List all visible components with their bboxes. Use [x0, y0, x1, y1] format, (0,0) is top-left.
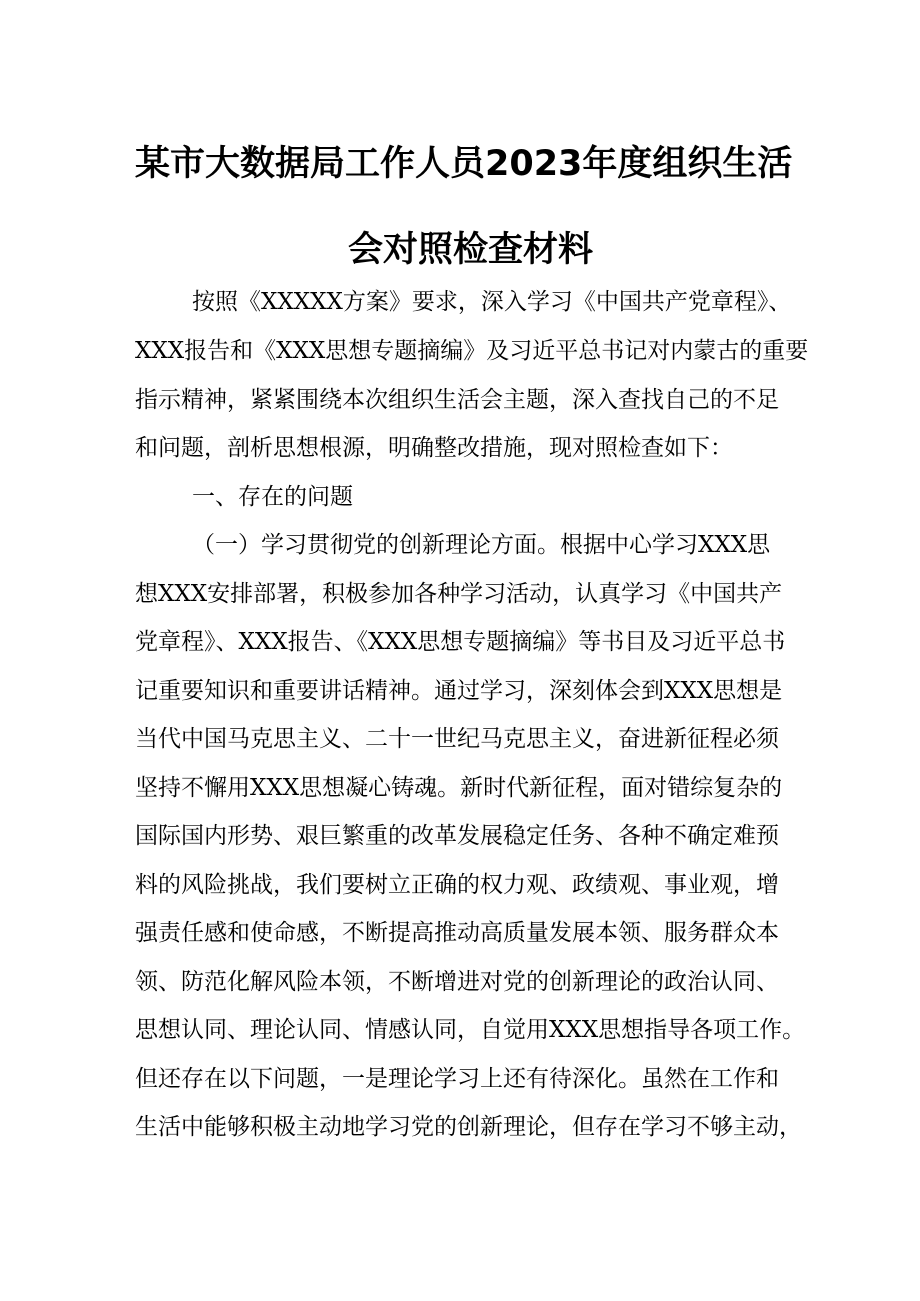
paragraph-line: 想XXX安排部署，积极参加各种学习活动，认真学习《中国共产 [135, 581, 783, 607]
paragraph-line: 指示精神，紧紧围绕本次组织生活会主题，深入查找自己的不足 [135, 387, 779, 413]
document-title-line-1: 某市大数据局工作人员2023年度组织生活 [135, 144, 793, 184]
document-title-line-2: 会对照检查材料 [348, 230, 594, 270]
paragraph-line: XXX报告和《XXX思想专题摘编》及习近平总书记对内蒙古的重要 [135, 338, 809, 364]
paragraph-line: 党章程》、XXX报告、《XXX思想专题摘编》等书目及习近平总书 [135, 629, 786, 655]
paragraph-line: 记重要知识和重要讲话精神。通过学习，深刻体会到XXX思想是 [135, 678, 783, 704]
section-heading: 一、存在的问题 [192, 484, 353, 510]
paragraph-line: 思想认同、理论认同、情感认同，自觉用XXX思想指导各项工作。 [135, 1017, 806, 1043]
paragraph-line: 但还存在以下问题，一是理论学习上还有待深化。虽然在工作和 [135, 1066, 779, 1092]
paragraph-line: 强责任感和使命感，不断提高推动高质量发展本领、服务群众本 [135, 920, 779, 946]
paragraph-line: 和问题，剖析思想根源，明确整改措施，现对照检查如下： [135, 435, 733, 461]
paragraph-line: 坚持不懈用XXX思想凝心铸魂。新时代新征程，面对错综复杂的 [135, 775, 783, 801]
paragraph-line: （一）学习贯彻党的创新理论方面。根据中心学习XXX思 [192, 532, 771, 558]
paragraph-line: 国际国内形势、艰巨繁重的改革发展稳定任务、各种不确定难预 [135, 823, 779, 849]
paragraph-line: 按照《XXXXX方案》要求，深入学习《中国共产党章程》、 [192, 289, 792, 315]
paragraph-line: 当代中国马克思主义、二十一世纪马克思主义，奋进新征程必须 [135, 726, 779, 752]
paragraph-line: 领、防范化解风险本领，不断增进对党的创新理论的政治认同、 [135, 969, 779, 995]
paragraph-line: 料的风险挑战，我们要树立正确的权力观、政绩观、事业观，增 [135, 872, 779, 898]
paragraph-line: 生活中能够积极主动地学习党的创新理论，但存在学习不够主动， [135, 1114, 802, 1140]
